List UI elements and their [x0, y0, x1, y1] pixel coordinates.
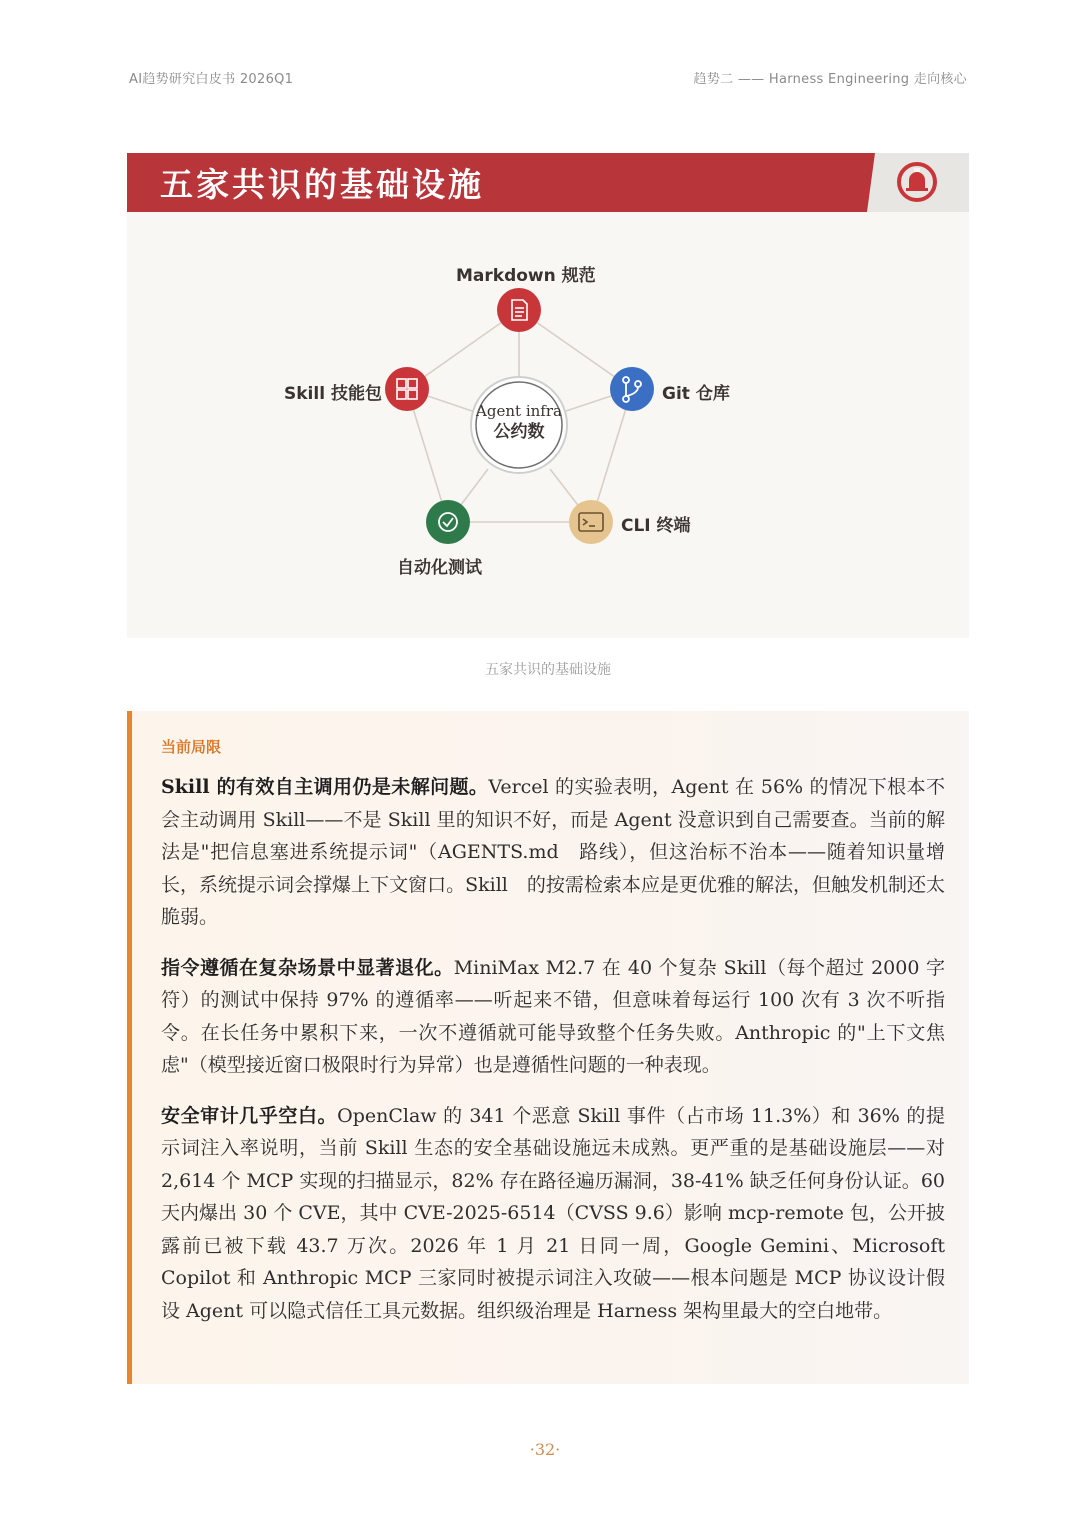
- markdown-node: [497, 288, 541, 332]
- label-git: Git 仓库: [662, 384, 730, 404]
- label-cli: CLI 终端: [621, 516, 691, 536]
- center-label-en: Agent infra: [476, 402, 562, 420]
- skill-node: [385, 367, 429, 411]
- paragraph-lead: 安全审计几乎空白。: [161, 1104, 338, 1127]
- label-testing: 自动化测试: [397, 558, 482, 578]
- git-node: [610, 367, 654, 411]
- infrastructure-figure: [127, 153, 969, 638]
- cli-node: [569, 500, 613, 544]
- center-label-cn: 公约数: [493, 422, 545, 442]
- paragraph-text: OpenClaw 的 341 个恶意 Skill 事件（占市场 11.3%）和 36% 的提示词注入率说明，当前 Skill 生态的安全基础设施远未成熟。更严重的是基础设施层——对 2,614 个 MCP 实现的扫描显示，82% 存在路径遍历漏洞，38-41% 缺乏任何身份认证。60 天内爆出 30 个 CVE，其中 CVE-2025-6514（CVSS 9.6）影响 mcp-remote 包，公开披露前已被下载 43.7 万次。2026 年 1 月 21 日同一周，Google Gemini、Microsoft Copilot 和 Anthropic MCP 三家同时被提示词注入攻破——根本问题是 MCP 协议设计假设 Agent 可以隐式信任工具元数据。组织级治理是 Harness 架构里最大的空白地带。: [161, 1104, 945, 1322]
- callout-title: 当前局限: [161, 738, 222, 756]
- page-number: ·32·: [529, 1440, 561, 1459]
- running-header-right: 趋势二 —— Harness Engineering 走向核心: [693, 72, 967, 87]
- center-hub-label: [466, 401, 572, 443]
- callout-body: [161, 771, 945, 1345]
- paragraph-lead: Skill 的有效自主调用仍是未解问题。: [161, 776, 489, 798]
- paragraph: [161, 952, 945, 1082]
- paragraph-lead: 指令遵循在复杂场景中显著退化。: [161, 956, 454, 979]
- figure-title: 五家共识的基础设施: [160, 165, 484, 204]
- testing-node: [426, 500, 470, 544]
- label-markdown: Markdown 规范: [456, 266, 596, 286]
- figure-caption: 五家共识的基础设施: [485, 662, 611, 678]
- paragraph: [161, 1100, 945, 1328]
- paragraph: [161, 771, 945, 934]
- pentagon-diagram: [127, 153, 969, 638]
- label-skill: Skill 技能包: [284, 384, 382, 404]
- paragraph-text: MiniMax M2.7 在 40 个复杂 Skill（每个超过 2000 字符）的测试中保持 97% 的遵循率——听起来不错，但意味着每运行 100 次有 3 次不听指令。在长任务中累积下来，一次不遵循就可能导致整个任务失败。Anthropic 的"上下文焦虑"（模型接近窗口极限时行为异常）也是遵循性问题的一种表现。: [161, 956, 945, 1076]
- limitations-callout: [127, 711, 969, 1384]
- paragraph-text: Vercel 的实验表明，Agent 在 56% 的情况下根本不会主动调用 Skill——不是 Skill 里的知识不好，而是 Agent 没意识到自己需要查。当前的解法是"把信息塞进系统提示词"（AGENTS.md 路线），但这治标不治本——随着知识量增长，系统提示词会撑爆上下文窗口。Skill 的按需检索本应是更优雅的解法，但触发机制还太脆弱。: [161, 776, 946, 928]
- running-header-left: AI趋势研究白皮书 2026Q1: [129, 72, 294, 87]
